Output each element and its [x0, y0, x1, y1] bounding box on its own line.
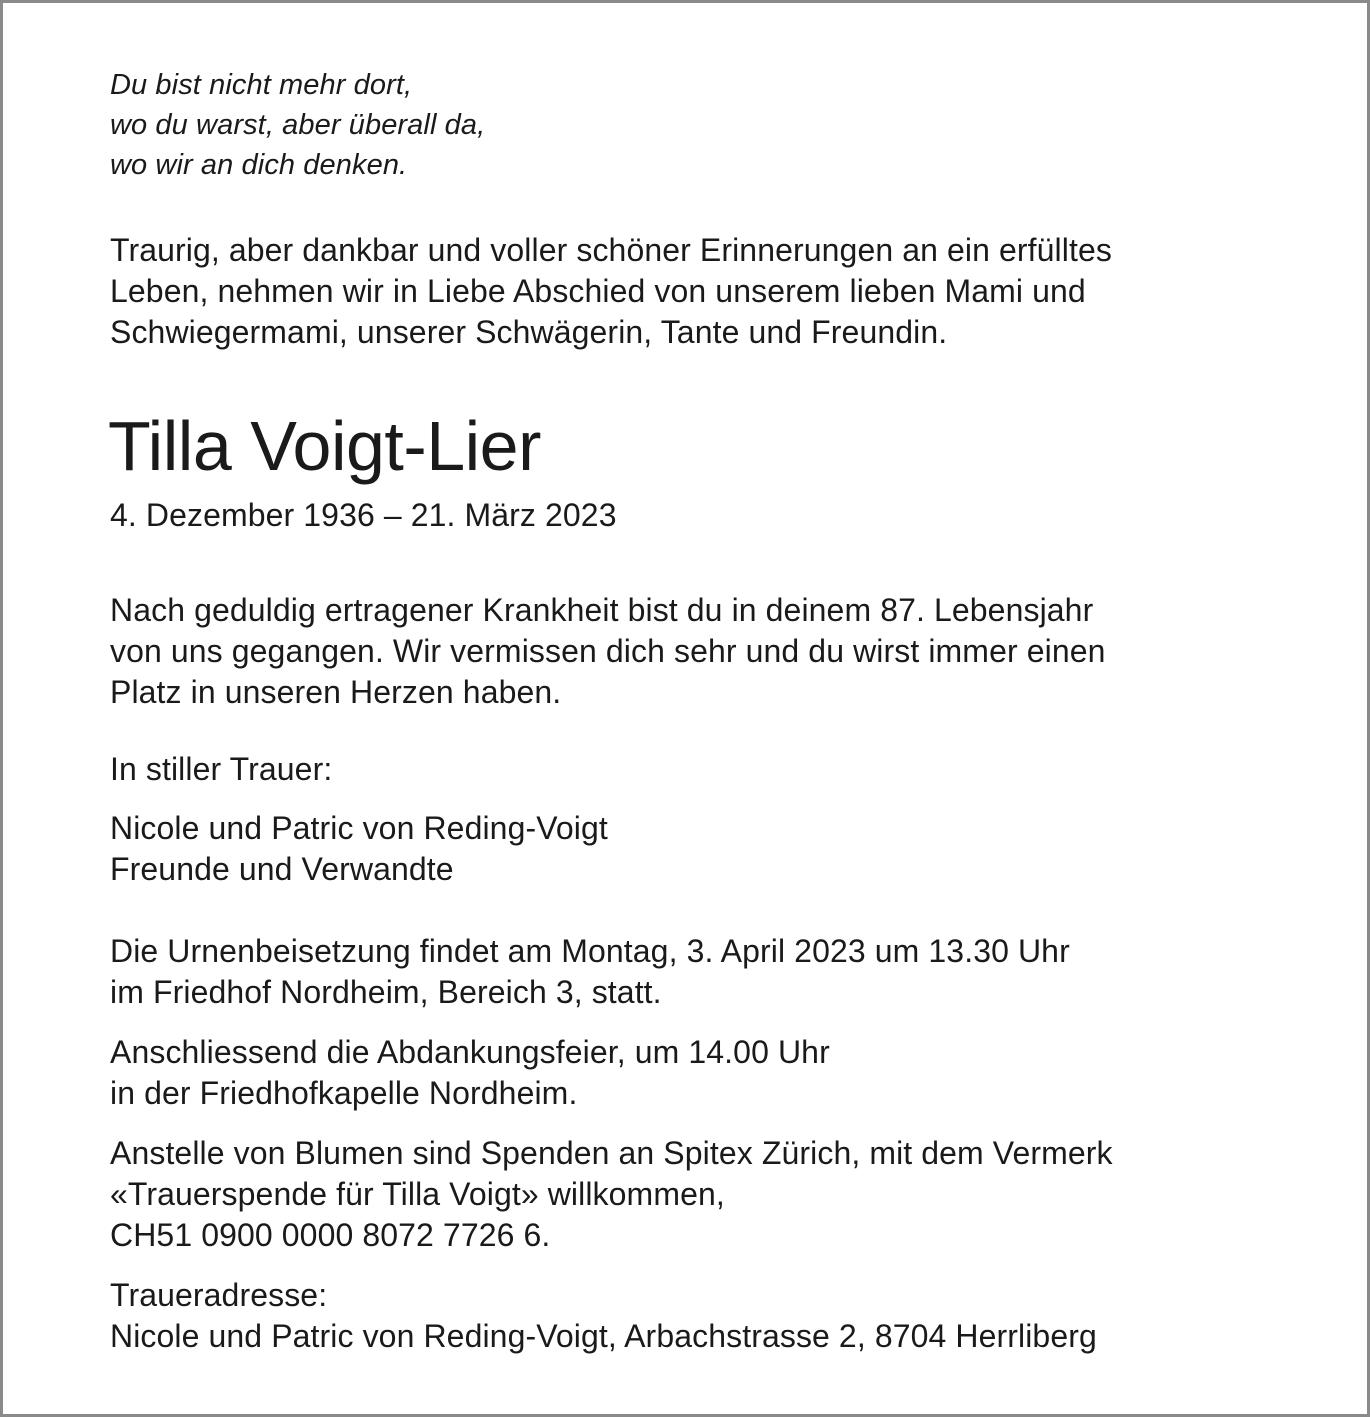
mourner-name: Freunde und Verwandte [110, 851, 454, 887]
donation-line: «Trauerspende für Tilla Voigt» willkommen, [110, 1176, 725, 1212]
mourner-name: Nicole und Patric von Reding-Voigt [110, 810, 608, 846]
message-line: Platz in unseren Herzen haben. [110, 674, 562, 710]
intro-paragraph [110, 230, 1112, 353]
poem-line: wo wir an dich denken. [110, 149, 408, 181]
address-heading: Traueradresse: [110, 1277, 328, 1313]
mourning-address [110, 1275, 1097, 1357]
poem-line: Du bist nicht mehr dort, [110, 69, 413, 101]
intro-line: Traurig, aber dankbar und voller schöner Erinnerungen an ein erfülltes [110, 232, 1112, 268]
ceremony-info [110, 1032, 830, 1114]
message-line: Nach geduldig ertragener Krankheit bist du in deinem 87. Lebensjahr [110, 592, 1094, 628]
donation-info [110, 1133, 1113, 1256]
burial-line: im Friedhof Nordheim, Bereich 3, statt. [110, 974, 662, 1010]
ceremony-line: Anschliessend die Abdankungsfeier, um 14.00 Uhr [110, 1034, 830, 1070]
burial-info [110, 931, 1070, 1013]
burial-line: Die Urnenbeisetzung findet am Montag, 3. April 2023 um 13.30 Uhr [110, 933, 1070, 969]
poem-line: wo du warst, aber überall da, [110, 109, 486, 141]
donation-line: Anstelle von Blumen sind Spenden an Spitex Zürich, mit dem Vermerk [110, 1135, 1113, 1171]
poem [110, 65, 485, 185]
mourners-list [110, 808, 608, 890]
message-line: von uns gegangen. Wir vermissen dich sehr und du wirst immer einen [110, 633, 1106, 669]
intro-line: Schwiegermami, unserer Schwägerin, Tante und Freundin. [110, 314, 948, 350]
donation-iban: CH51 0900 0000 8072 7726 6. [110, 1217, 551, 1253]
intro-line: Leben, nehmen wir in Liebe Abschied von unserem lieben Mami und [110, 273, 1086, 309]
mourners-heading: In stiller Trauer: [110, 751, 333, 787]
deceased-name: Tilla Voigt-Lier [108, 407, 541, 485]
ceremony-line: in der Friedhofkapelle Nordheim. [110, 1075, 578, 1111]
message-paragraph [110, 590, 1106, 713]
address-line: Nicole und Patric von Reding-Voigt, Arbachstrasse 2, 8704 Herrliberg [110, 1318, 1097, 1354]
life-dates: 4. Dezember 1936 – 21. März 2023 [110, 497, 617, 533]
